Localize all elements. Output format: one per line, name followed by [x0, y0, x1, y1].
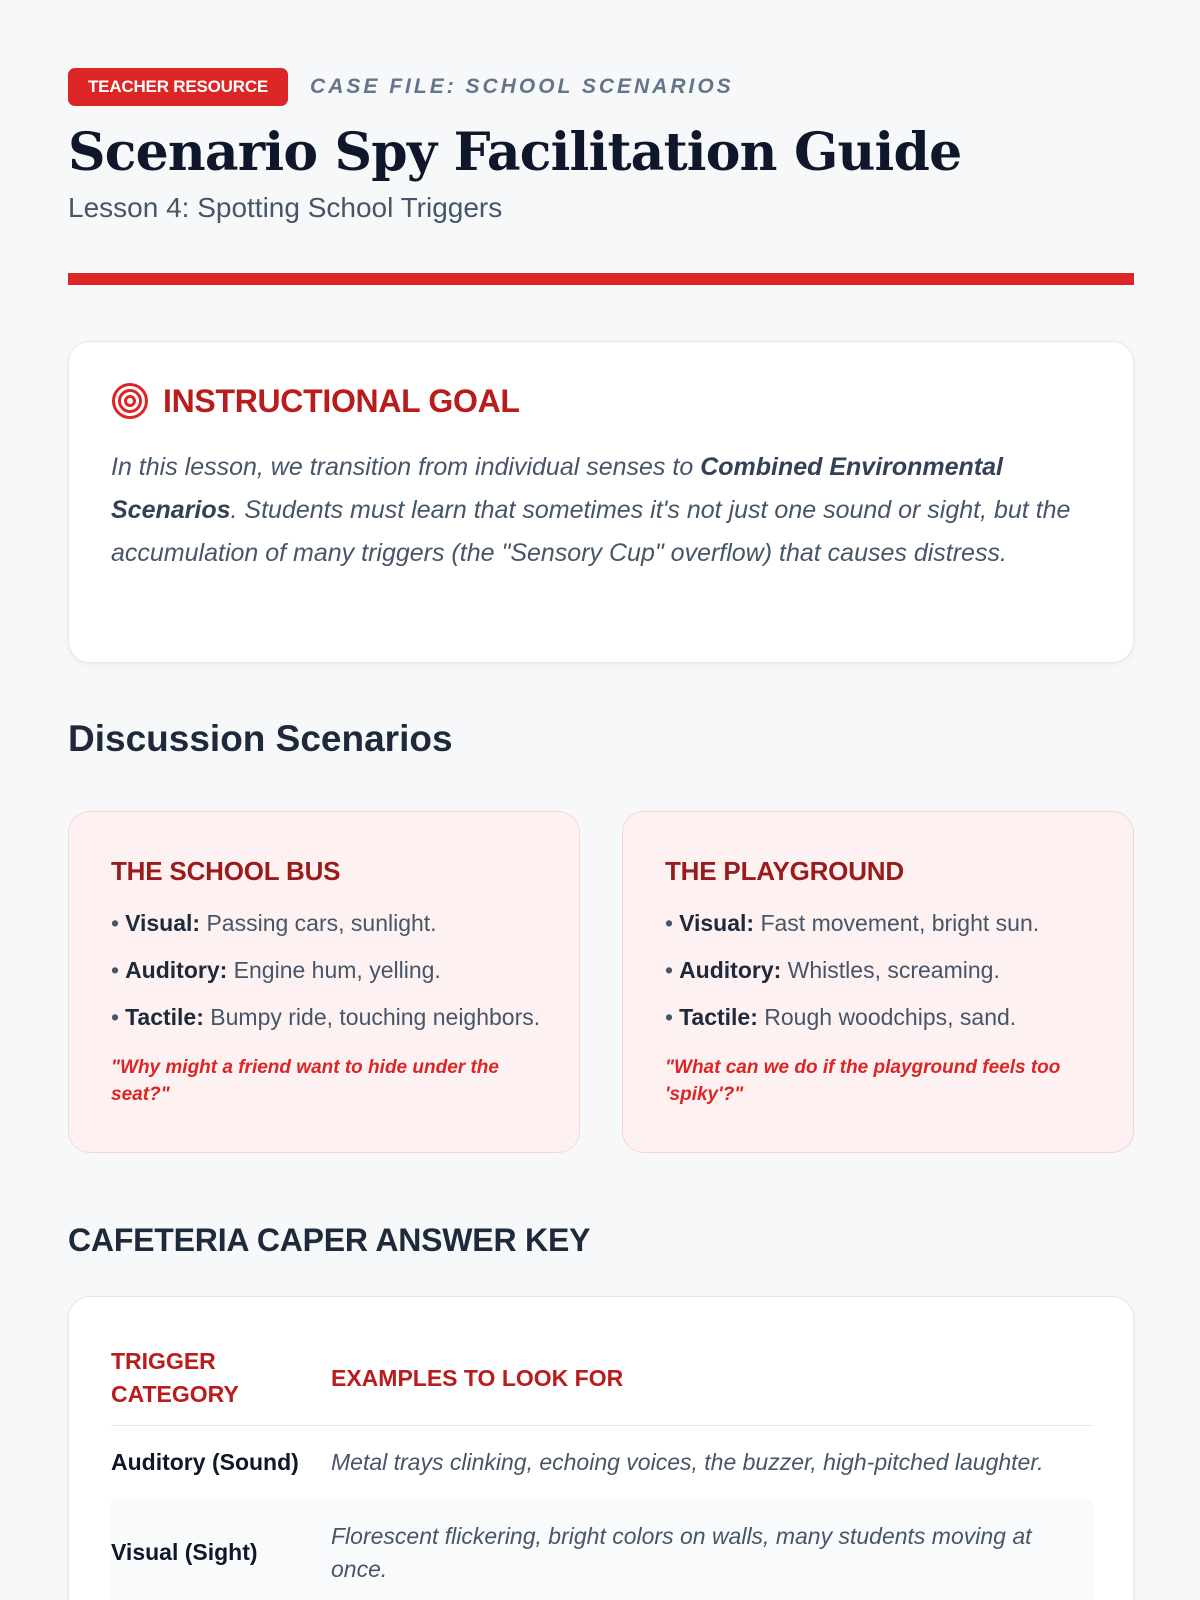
scenario-item-text: Bumpy ride, touching neighbors. — [210, 1004, 541, 1030]
scenario-question: "Why might a friend want to hide under the seat?" — [111, 1057, 499, 1105]
scenario-item-text: Fast movement, bright sun. — [760, 910, 1040, 936]
scenario-question: "What can we do if the playground feels too 'spiky'?" — [665, 1057, 1061, 1105]
scenario-item-text: Passing cars, sunlight. — [206, 910, 437, 936]
discussion-title: Discussion Scenarios — [68, 718, 453, 759]
answer-key-card — [68, 1296, 1134, 1600]
column-header-category: TRIGGER CATEGORY — [111, 1345, 331, 1426]
table-header-row — [111, 1345, 1093, 1426]
scenario-item-visual: • Visual: Passing cars, sunlight. — [111, 910, 437, 936]
goal-description — [111, 446, 1091, 575]
goal-text-emphasis: Combined Environmental Scenarios — [111, 453, 1003, 524]
scenario-trigger-list — [665, 907, 1093, 1048]
goal-text-end: . Students must learn that sometimes it's not just one sound or sight, but the accumulation of many triggers (the "Sensory Cup" overflow) that causes distress. — [111, 496, 1071, 567]
table-row — [111, 1500, 1093, 1600]
scenario-item-visual: • Visual: Fast movement, bright sun. — [665, 910, 1040, 936]
page-title: Scenario Spy Facilitation Guide — [68, 122, 962, 183]
goal-heading — [111, 382, 1091, 420]
goal-title: INSTRUCTIONAL GOAL — [163, 382, 520, 419]
trigger-category-cell: Auditory (Sound) — [111, 1449, 299, 1476]
scenario-card-playground — [622, 811, 1134, 1153]
scenario-title: THE SCHOOL BUS — [111, 856, 341, 886]
scenario-item-text: Engine hum, yelling. — [233, 957, 441, 983]
target-icon — [111, 382, 149, 420]
table-row — [111, 1426, 1093, 1500]
teacher-resource-badge: TEACHER RESOURCE — [68, 68, 288, 106]
scenario-item-label: Visual: — [679, 910, 755, 936]
answer-key-table — [111, 1345, 1093, 1600]
scenario-item-text: Rough woodchips, sand. — [764, 1004, 1017, 1030]
header-meta — [68, 68, 734, 106]
scenario-item-auditory: • Auditory: Whistles, screaming. — [665, 957, 1000, 983]
scenario-item-auditory: • Auditory: Engine hum, yelling. — [111, 957, 441, 983]
scenario-item-tactile: • Tactile: Bumpy ride, touching neighbors. — [111, 1004, 541, 1030]
page-subtitle: Lesson 4: Spotting School Triggers — [68, 192, 503, 223]
header-divider — [68, 273, 1134, 285]
trigger-examples-cell: Florescent flickering, bright colors on walls, many students moving at once. — [331, 1500, 1093, 1600]
scenario-item-label: Tactile: — [679, 1004, 758, 1030]
scenario-trigger-list — [111, 907, 539, 1048]
scenario-item-tactile: • Tactile: Rough woodchips, sand. — [665, 1004, 1017, 1030]
scenario-item-label: Auditory: — [679, 957, 782, 983]
scenario-item-label: Auditory: — [125, 957, 228, 983]
scenario-item-label: Tactile: — [125, 1004, 204, 1030]
column-header-examples: EXAMPLES TO LOOK FOR — [331, 1345, 1093, 1426]
answer-key-title: CAFETERIA CAPER ANSWER KEY — [68, 1222, 591, 1258]
instructional-goal-card — [68, 341, 1134, 663]
trigger-category-cell: Visual (Sight) — [111, 1500, 331, 1600]
scenario-card-school-bus — [68, 811, 580, 1153]
scenario-item-text: Whistles, screaming. — [787, 957, 1000, 983]
trigger-examples-cell: Metal trays clinking, echoing voices, the buzzer, high-pitched laughter. — [331, 1449, 1044, 1476]
case-file-label: CASE FILE: SCHOOL SCENARIOS — [310, 75, 734, 98]
scenario-title: THE PLAYGROUND — [665, 856, 904, 886]
goal-text-start: In this lesson, we transition from individual senses to — [111, 453, 701, 481]
scenario-item-label: Visual: — [125, 910, 201, 936]
